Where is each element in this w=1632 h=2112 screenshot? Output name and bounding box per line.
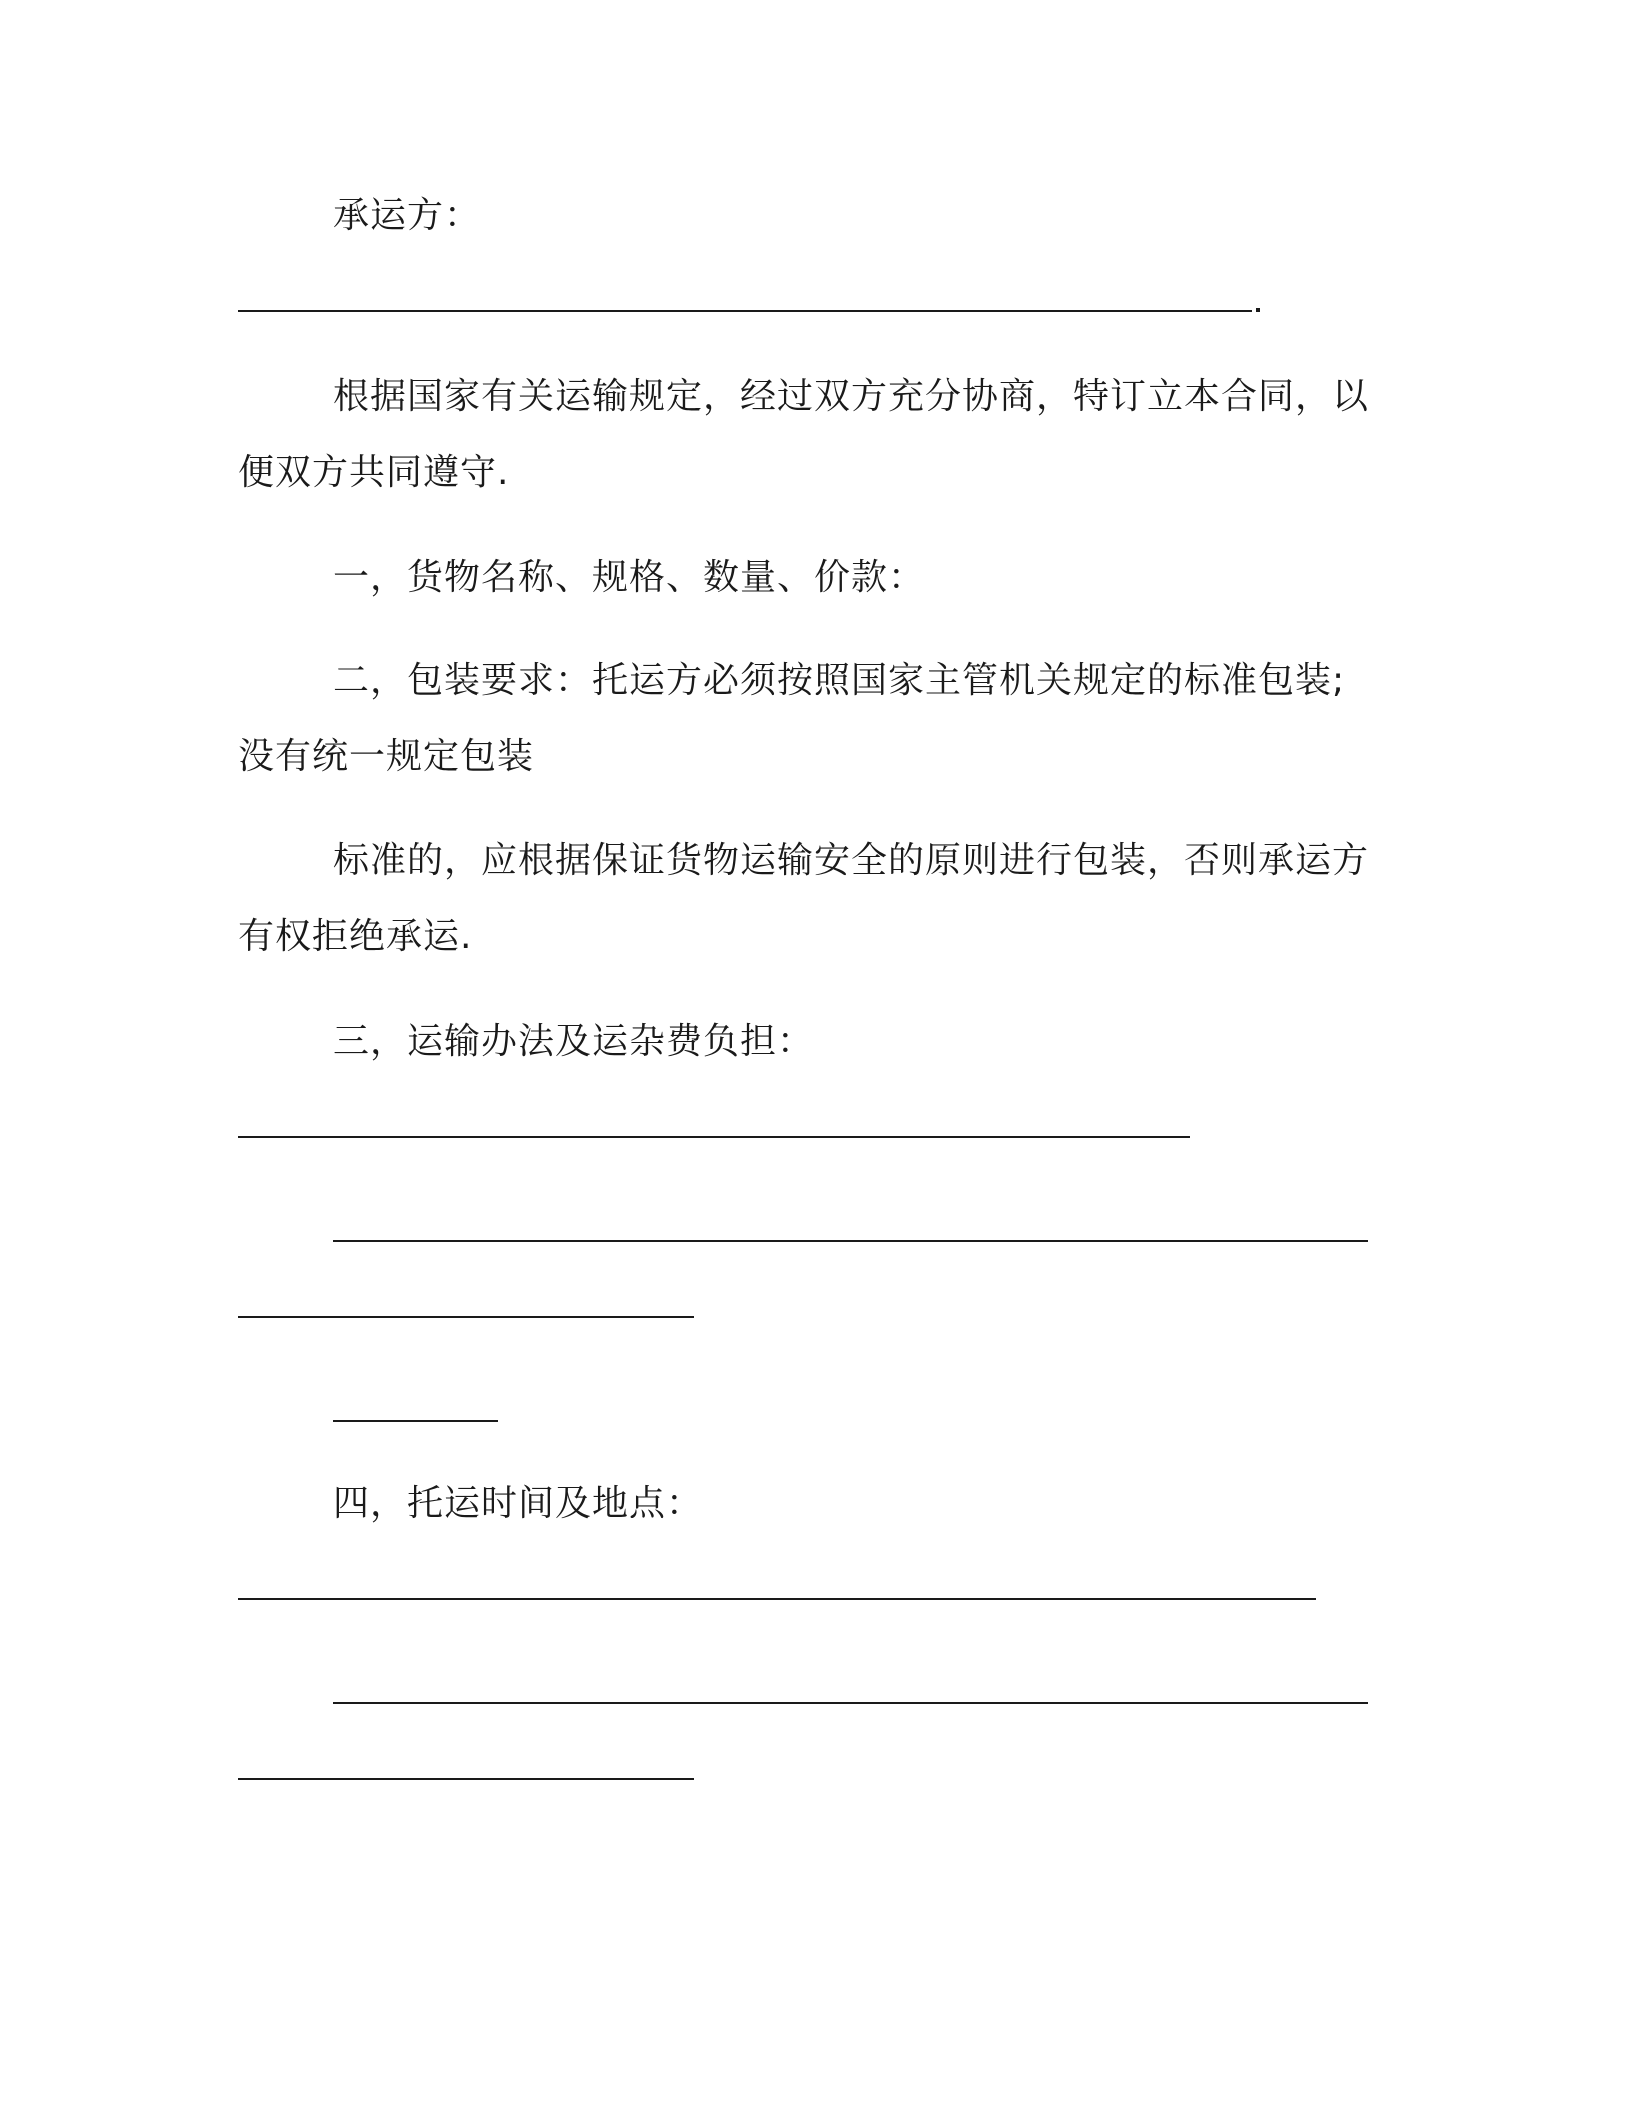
intro-line-2: 便双方共同遵守. — [238, 452, 510, 493]
section-1-heading: 一，货物名称、规格、数量、价款： — [333, 557, 926, 598]
section-4-heading: 四，托运时间及地点： — [333, 1483, 704, 1524]
section-2-line-3: 标准的，应根据保证货物运输安全的原则进行包装，否则承运方 — [333, 840, 1370, 881]
section-4-blank-2 — [333, 1702, 1368, 1704]
section-2-line-2: 没有统一规定包装 — [238, 736, 535, 777]
section-2-line-4: 有权拒绝承运. — [238, 916, 473, 957]
carrier-blank-period — [1256, 308, 1260, 312]
section-4-blank-3 — [238, 1778, 694, 1780]
section-2-line-1: 二，包装要求：托运方必须按照国家主管机关规定的标准包装; — [333, 660, 1346, 701]
carrier-blank — [238, 310, 1252, 312]
section-4-blank-1 — [238, 1598, 1316, 1600]
section-3-blank-1 — [238, 1136, 1190, 1138]
section-3-blank-4 — [333, 1420, 498, 1422]
section-3-heading: 三，运输办法及运杂费负担： — [333, 1021, 815, 1062]
carrier-label: 承运方： — [333, 195, 482, 236]
section-3-blank-2 — [333, 1240, 1368, 1242]
section-3-blank-3 — [238, 1316, 694, 1318]
intro-line-1: 根据国家有关运输规定，经过双方充分协商，特订立本合同，以 — [333, 376, 1370, 417]
